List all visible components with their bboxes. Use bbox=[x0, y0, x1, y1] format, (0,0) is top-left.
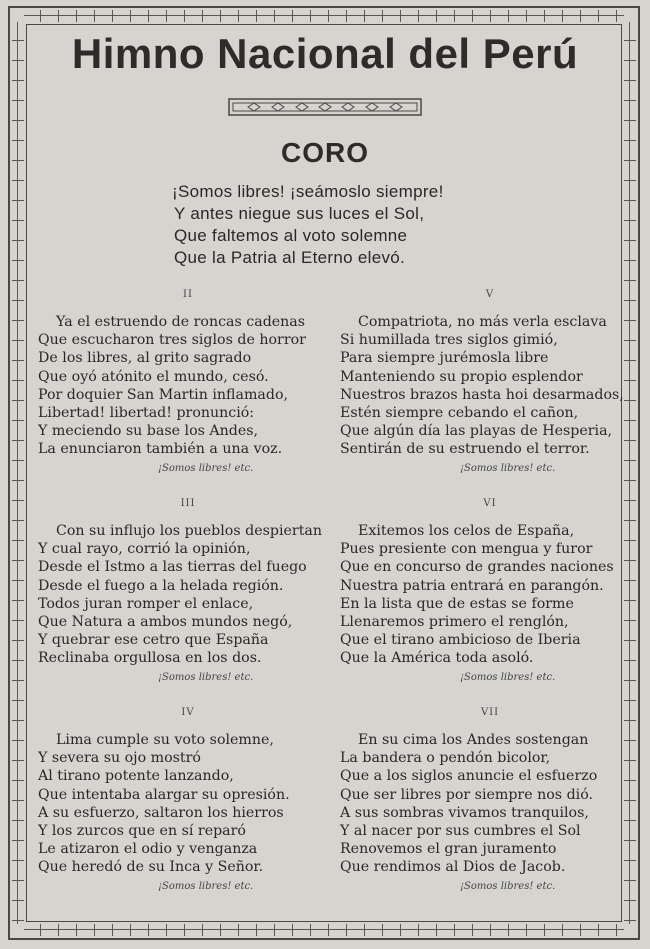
refrain: ¡Somos libres! etc. bbox=[460, 880, 556, 892]
verse-line: Sentirán de su estruendo el terror. bbox=[340, 441, 590, 458]
refrain: ¡Somos libres! etc. bbox=[460, 671, 556, 683]
chorus-line: ¡Somos libres! ¡seámoslo siempre! bbox=[172, 182, 444, 201]
stanza-iv bbox=[38, 705, 338, 892]
verse-line: Que heredó de su Inca y Señor. bbox=[38, 859, 264, 876]
verse-line: A sus sombras vivamos tranquilos, bbox=[340, 804, 589, 821]
verse-line: Y los zurcos que en sí reparó bbox=[38, 823, 246, 840]
verse-line: Desde el Istmo a las tierras del fuego bbox=[38, 559, 307, 576]
verse-line: Nuestra patria entrará en parangón. bbox=[340, 577, 604, 594]
verse-line: Que a los siglos anuncie el esfuerzo bbox=[340, 768, 598, 785]
verse-line: Libertad! libertad! pronunció: bbox=[38, 405, 255, 422]
verse-line: Que algún día las playas de Hesperia, bbox=[340, 423, 613, 440]
verse-line: Llenaremos primero el renglón, bbox=[340, 614, 569, 631]
verse-line: La bandera o pendón bicolor, bbox=[340, 750, 551, 767]
refrain: ¡Somos libres! etc. bbox=[158, 880, 254, 892]
stanza-number: VI bbox=[483, 498, 497, 509]
chorus-line: Y antes niegue sus luces el Sol, bbox=[174, 204, 425, 223]
verse-line: A su esfuerzo, saltaron los hierros bbox=[38, 804, 284, 821]
verse-line: Al tirano potente lanzando, bbox=[38, 768, 234, 785]
stanza-number: II bbox=[183, 289, 193, 300]
verse-line: Que rendimos al Dios de Jacob. bbox=[340, 859, 566, 876]
refrain: ¡Somos libres! etc. bbox=[460, 462, 556, 474]
stanza-vii bbox=[340, 705, 640, 892]
stanza-lines bbox=[38, 522, 338, 668]
chorus-line: Que la Patria al Eterno elevó. bbox=[174, 248, 406, 267]
refrain: ¡Somos libres! etc. bbox=[158, 462, 254, 474]
verse-line: Con su influjo los pueblos despiertan bbox=[56, 523, 322, 539]
stanza-lines bbox=[340, 313, 640, 459]
stanza-number: IV bbox=[181, 707, 195, 718]
verse-line: Compatriota, no más verla esclava bbox=[358, 314, 607, 330]
verse-line: Y al nacer por sus cumbres el Sol bbox=[340, 823, 581, 840]
stanza-lines bbox=[340, 522, 640, 668]
stanza-lines bbox=[340, 731, 640, 877]
verse-line: Que oyó atónito el mundo, cesó. bbox=[38, 368, 269, 385]
verse-line: Le atizaron el odio y venganza bbox=[38, 841, 258, 858]
chorus-line: Que faltemos al voto solemne bbox=[174, 226, 408, 245]
verse-line: Exitemos los celos de España, bbox=[358, 523, 575, 539]
verse-line: Y cual rayo, corrió la opinión, bbox=[38, 541, 251, 558]
stanza-v bbox=[340, 287, 640, 474]
verse-line: Lima cumple su voto solemne, bbox=[56, 732, 274, 748]
verse-line: Para siempre jurémosla libre bbox=[340, 350, 549, 367]
stanza-number: V bbox=[485, 289, 495, 300]
verse-line: Que escucharon tres siglos de horror bbox=[38, 332, 306, 349]
verse-line: Que intentaba alargar su opresión. bbox=[38, 786, 290, 803]
verse-line: Nuestros brazos hasta hoi desarmados, bbox=[340, 386, 624, 403]
title-ornament-icon bbox=[228, 97, 422, 117]
border-ornament-bottom bbox=[24, 924, 624, 936]
border-ornament-top bbox=[24, 10, 624, 22]
verse-line: La enunciaron también a una voz. bbox=[38, 441, 283, 458]
stanza-number: III bbox=[180, 498, 196, 509]
chorus-text bbox=[172, 181, 502, 269]
stanza-ii bbox=[38, 287, 338, 474]
verse-line: Y severa su ojo mostró bbox=[38, 750, 201, 767]
stanza-number: VII bbox=[480, 707, 500, 718]
stanza-lines bbox=[38, 731, 338, 877]
verse-line: Que el tirano ambicioso de Iberia bbox=[340, 632, 581, 649]
verse-line: Y meciendo su base los Andes, bbox=[38, 423, 259, 440]
chorus-heading: CORO bbox=[281, 137, 369, 168]
stanza-lines bbox=[38, 313, 338, 459]
verse-line: Que ser libres por siempre nos dió. bbox=[340, 786, 594, 803]
verse-line: De los libres, al grito sagrado bbox=[38, 350, 252, 367]
verse-line: Pues presiente con mengua y furor bbox=[340, 541, 593, 558]
verse-line: Si humillada tres siglos gimió, bbox=[340, 332, 558, 349]
verse-line: En la lista que de estas se forme bbox=[340, 595, 574, 612]
verse-line: Desde el fuego a la helada región. bbox=[38, 577, 284, 594]
verse-line: Que Natura a ambos mundos negó, bbox=[38, 614, 293, 631]
stanza-vi bbox=[340, 496, 640, 683]
verse-line: En su cima los Andes sostengan bbox=[358, 732, 589, 748]
verse-line: Que la América toda asoló. bbox=[340, 650, 534, 667]
page-title: Himno Nacional del Perú bbox=[71, 30, 579, 77]
verse-line: Estén siempre cebando el cañon, bbox=[340, 405, 579, 422]
stanza-iii bbox=[38, 496, 338, 683]
verse-line: Reclinaba orgullosa en los dos. bbox=[38, 650, 262, 667]
verse-line: Por doquier San Martin inflamado, bbox=[38, 386, 288, 403]
verse-line: Manteniendo su propio esplendor bbox=[340, 368, 583, 385]
refrain: ¡Somos libres! etc. bbox=[158, 671, 254, 683]
verse-line: Ya el estruendo de roncas cadenas bbox=[56, 314, 306, 330]
verse-line: Y quebrar ese cetro que España bbox=[38, 632, 269, 649]
verse-line: Que en concurso de grandes naciones bbox=[340, 559, 614, 576]
verse-line: Todos juran romper el enlace, bbox=[38, 595, 254, 612]
verse-line: Renovemos el gran juramento bbox=[340, 841, 557, 858]
